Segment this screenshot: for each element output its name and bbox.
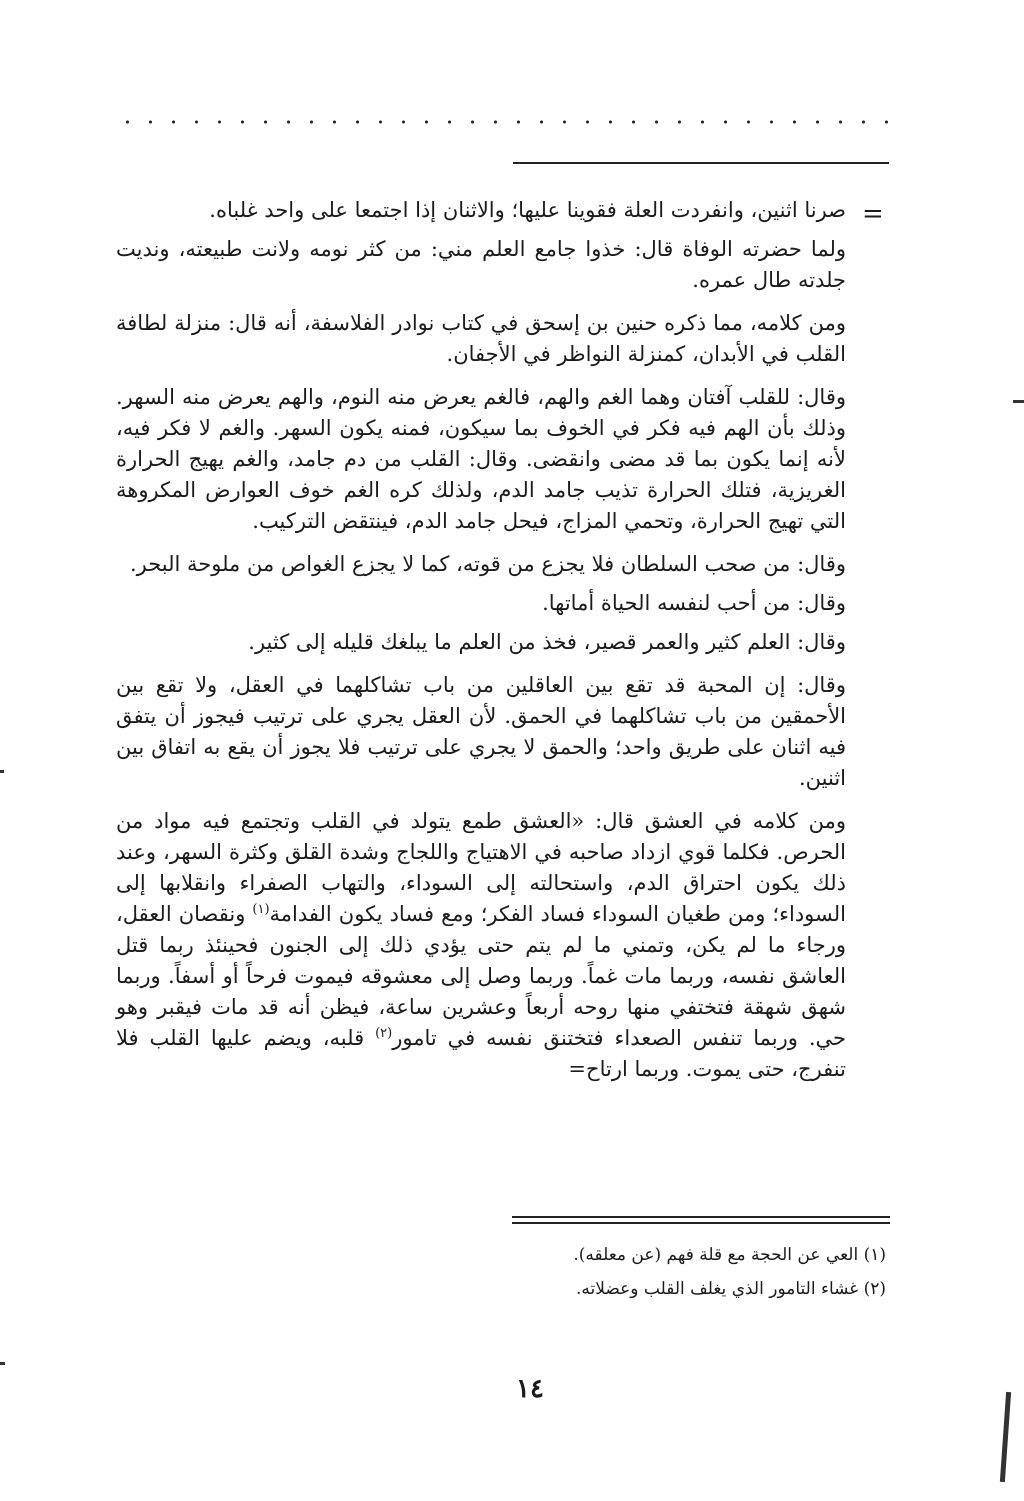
paragraph: وقال: إن المحبة قد تقع بين العاقلين من باب تشاكلهما في العقل، ولا تقع بين الأحمقين من باب تشاكلهما في الحمق. لأن العقل يجري على ترتيب فيجوز أن يتفق فيه اثنان على طريق واحد؛ والحمق لا يجري على ترتيب فلا يجوز أن يقع به اتفاق بين اثنين. bbox=[116, 673, 846, 790]
footnote-rule bbox=[512, 1216, 890, 1218]
text-run: قلبه، ويضم عليها القلب فلا تنفرج، حتى يموت. وربما ارتاح= bbox=[116, 1026, 846, 1081]
main-text bbox=[116, 195, 846, 1093]
footnote-ref: (٢) bbox=[375, 1026, 393, 1041]
scan-mark bbox=[0, 770, 4, 773]
text-run: ونقصان العقل، ورجاء ما لم يكن، وتمني ما لم يتم حتى يؤدي ذلك إلى الجنون فحينئذ ربما قتل العاشق نفسه، وربما مات غماً. وربما وصل إلى معشوقه فيموت فرحاً أو أسفاً. وربما شهق شهقة فتختفي منها روحه أربعاً وعشرين ساعة، فيظن أنه قد مات فيقبر وهو حي. وربما تنفس الصعداء فتختنق نفسه في تامور bbox=[116, 902, 846, 1050]
scan-mark bbox=[1000, 1392, 1011, 1482]
footnotes bbox=[400, 1238, 886, 1306]
paragraph: وقال: للقلب آفتان وهما الغم والهم، فالغم يعرض منه النوم، والهم يعرض منه السهر. وذلك بأن الهم فيه فكر في الخوف بما سيكون، فمنه يكون السهر. والغم لا فكر فيه، لأنه إنما يكون بما قد مضى وانقضى. وقال: القلب من دم جامد، والغم يهيج الحرارة الغريزية، فتلك الحرارة تذيب جامد الدم، ولذلك كره الغم خوف العوارض المكروهة التي تهيج الحرارة، وتحمي المزاج، فيحل جامد الدم، فينتقض التركيب. bbox=[116, 385, 846, 533]
footnote: (١) العي عن الحجة مع قلة فهم (عن معلقه). bbox=[573, 1245, 886, 1265]
header-rule bbox=[513, 162, 889, 164]
paragraph: ولما حضرته الوفاة قال: خذوا جامع العلم مني: من كثر نومه ولانت طبيعته، ونديت جلدته طال عمره. bbox=[116, 237, 846, 292]
paragraph: وقال: من أحب لنفسه الحياة أماتها. bbox=[542, 591, 846, 615]
page-number: ١٤ bbox=[516, 1374, 544, 1404]
scan-mark bbox=[0, 1362, 5, 1365]
scan-mark bbox=[1013, 400, 1024, 403]
paragraph: ومن كلامه، مما ذكره حنين بن إسحق في كتاب نوادر الفلاسفة، أنه قال: منزلة لطافة القلب في الأبدان، كمنزلة النواظر في الأجفان. bbox=[116, 311, 846, 366]
paragraph-love bbox=[116, 806, 846, 1085]
dotted-header-rule bbox=[116, 120, 892, 124]
footnote: (٢) غشاء التامور الذي يغلف القلب وعضلاته. bbox=[576, 1279, 886, 1299]
paragraph: وقال: من صحب السلطان فلا يجزع من قوته، كما لا يجزع الغواص من ملوحة البحر. bbox=[129, 552, 846, 576]
text-run: ومن كلامه في العشق قال: «العشق طمع يتولد في القلب وتجتمع فيه مواد من الحرص. فكلما قوي ازداد صاحبه في الاهتياج واللجاج وشدة القلق وكثرة السهر، وعند ذلك يكون احتراق الدم، واستحالته إلى السوداء، والتهاب الصفراء وانقلابها إلى السوداء؛ ومن طغيان السوداء فساد الفكر؛ ومع فساد يكون الفدامة bbox=[116, 809, 846, 926]
paragraph: صرنا اثنين، وانفردت العلة فقوينا عليها؛ والاثنان إذا اجتمعا على واحد غلباه. bbox=[209, 198, 846, 222]
paragraph: وقال: العلم كثير والعمر قصير، فخذ من العلم ما يبلغك قليله إلى كثير. bbox=[248, 630, 846, 654]
footnote-ref: (١) bbox=[252, 902, 270, 917]
continuation-mark: = bbox=[862, 199, 884, 229]
footnote-rule bbox=[512, 1222, 890, 1224]
